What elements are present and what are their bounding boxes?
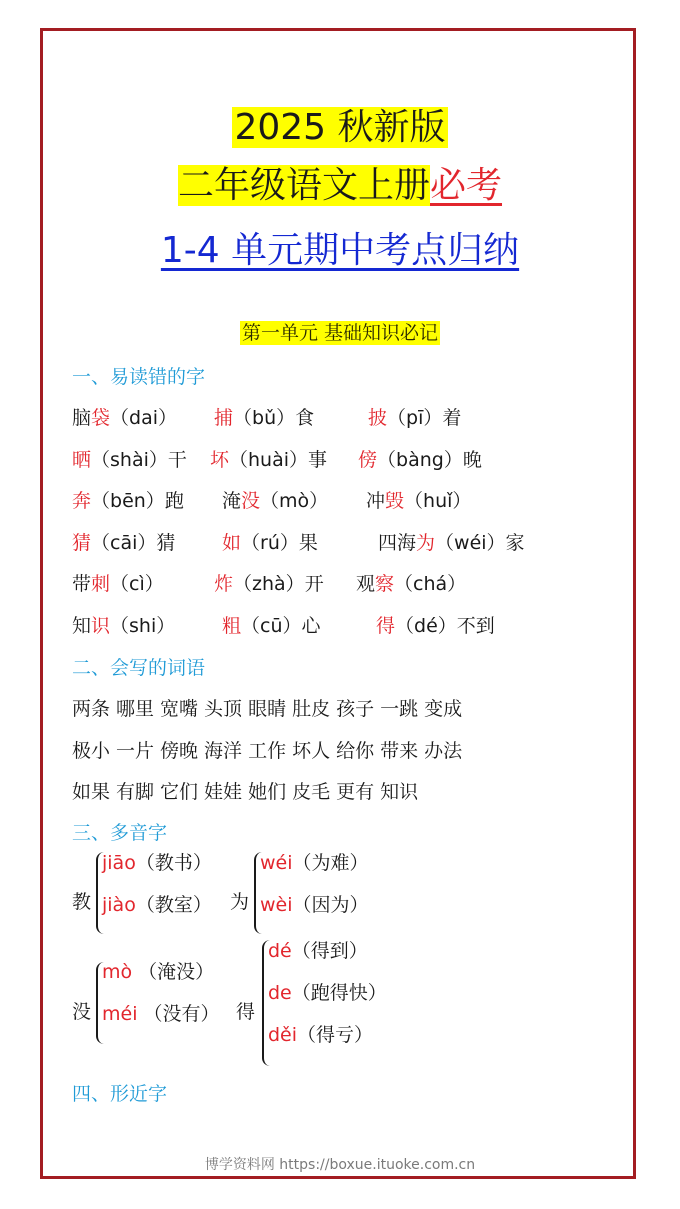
misread-py: （bǔ）	[233, 407, 296, 429]
word-item: 工作	[248, 740, 287, 762]
misread-item	[214, 569, 324, 599]
word-item: 两条	[72, 698, 111, 720]
misread-item	[356, 569, 466, 599]
misread-hl: 捕	[214, 407, 234, 429]
misread-hl: 为	[416, 532, 436, 554]
section-heading-3: 三、多音字	[72, 822, 168, 844]
word-item: 肚皮	[292, 698, 331, 720]
misread-item	[210, 445, 327, 475]
word-row	[72, 736, 468, 766]
misread-py: （cū）	[241, 615, 302, 637]
word-item: 更有	[336, 781, 375, 803]
misread-item	[222, 528, 318, 558]
misread-pre: 带	[72, 573, 92, 595]
misread-py: （rú）	[241, 532, 299, 554]
misread-py: （wéi）	[435, 532, 506, 554]
misread-hl: 如	[222, 532, 242, 554]
misread-hl: 坏	[210, 449, 230, 471]
misread-py: （shài）	[91, 449, 168, 471]
polyphone-reading: dé（得到）	[268, 940, 368, 962]
misread-py: （huǐ）	[404, 490, 472, 512]
misread-hl: 披	[368, 407, 388, 429]
misread-pre: 知	[72, 615, 92, 637]
misread-item	[222, 486, 328, 516]
misread-hl: 粗	[222, 615, 242, 637]
polyphone-reading: jiāo（教书）	[102, 852, 212, 874]
polyphone-reading: wèi（因为）	[260, 894, 369, 916]
misread-py: （bàng）	[377, 449, 463, 471]
misread-py: （cì）	[110, 573, 164, 595]
title-line-1	[0, 96, 680, 160]
misread-pre: 四海	[378, 532, 417, 554]
title-line-2	[0, 156, 680, 216]
word-item: 有脚	[116, 781, 155, 803]
misread-hl: 识	[91, 615, 111, 637]
misread-item	[358, 445, 482, 475]
word-item: 它们	[160, 781, 199, 803]
unit-title: 第一单元 基础知识必记	[241, 322, 439, 344]
misread-py: （chá）	[394, 573, 467, 595]
polyphone-reading: jiào（教室）	[102, 894, 212, 916]
word-item: 如果	[72, 781, 111, 803]
misread-py: （dai）	[110, 407, 178, 429]
misread-hl: 毁	[385, 490, 405, 512]
misread-py: （mò）	[260, 490, 329, 512]
misread-post: 食	[295, 407, 315, 429]
word-item: 极小	[72, 740, 111, 762]
misread-hl: 炸	[214, 573, 234, 595]
polyphone-char: 教	[72, 891, 92, 913]
polyphone-reading: méi （没有）	[102, 1003, 220, 1025]
word-item: 眼睛	[248, 698, 287, 720]
polyphone-reading: wéi（为难）	[260, 852, 369, 874]
section-heading-4: 四、形近字	[72, 1083, 168, 1105]
misread-item	[72, 486, 184, 516]
footer-source: 博学资料网 https://boxue.ituoke.com.cn	[204, 1157, 476, 1173]
word-item: 皮毛	[292, 781, 331, 803]
misread-hl: 没	[241, 490, 261, 512]
section-heading-2: 二、会写的词语	[72, 657, 206, 679]
word-item: 给你	[336, 740, 375, 762]
word-item: 办法	[424, 740, 463, 762]
misread-pre: 冲	[366, 490, 386, 512]
misread-hl: 奔	[72, 490, 92, 512]
misread-hl: 得	[376, 615, 396, 637]
misread-item	[72, 445, 187, 475]
polyphone-char: 得	[236, 1001, 256, 1023]
misread-hl: 袋	[91, 407, 111, 429]
section-heading-1: 一、易读错的字	[72, 366, 206, 388]
misread-item	[72, 611, 175, 641]
title-grade-subject: 二年级语文上册	[177, 165, 430, 206]
word-row	[72, 777, 424, 807]
word-item: 孩子	[336, 698, 375, 720]
misread-post: 不到	[456, 615, 495, 637]
misread-post: 开	[304, 573, 324, 595]
misread-post: 跑	[164, 490, 184, 512]
misread-item	[214, 403, 314, 433]
misread-item	[222, 611, 321, 641]
misread-py: （dé）	[395, 615, 457, 637]
word-item: 一片	[116, 740, 155, 762]
misread-item	[368, 403, 461, 433]
word-item: 知识	[380, 781, 419, 803]
misread-post: 晚	[462, 449, 482, 471]
word-item: 头顶	[204, 698, 243, 720]
misread-post: 家	[505, 532, 525, 554]
word-item: 一跳	[380, 698, 419, 720]
misread-hl: 傍	[358, 449, 378, 471]
word-item: 海洋	[204, 740, 243, 762]
misread-post: 猜	[156, 532, 176, 554]
word-item: 坏人	[292, 740, 331, 762]
misread-py: （pī）	[387, 407, 443, 429]
misread-post: 着	[442, 407, 462, 429]
misread-item	[376, 611, 495, 641]
title-line-3	[0, 220, 680, 282]
misread-post: 心	[301, 615, 321, 637]
title-units-summary: 1-4 单元期中考点归纳	[160, 230, 520, 271]
misread-hl: 猜	[72, 532, 92, 554]
misread-hl: 刺	[91, 573, 111, 595]
misread-pre: 观	[356, 573, 376, 595]
word-item: 娃娃	[204, 781, 243, 803]
misread-py: （cāi）	[91, 532, 157, 554]
word-item: 带来	[380, 740, 419, 762]
misread-post: 果	[298, 532, 318, 554]
misread-py: （bēn）	[91, 490, 165, 512]
misread-pre: 淹	[222, 490, 242, 512]
polyphone-reading: de（跑得快）	[268, 982, 387, 1004]
misread-item	[72, 528, 175, 558]
misread-item	[366, 486, 471, 516]
word-row	[72, 694, 468, 724]
misread-hl: 察	[375, 573, 395, 595]
title-must-test: 必考	[430, 165, 503, 206]
polyphone-char: 为	[230, 891, 250, 913]
misread-item	[72, 403, 177, 433]
misread-py: （zhà）	[233, 573, 305, 595]
misread-post: 干	[167, 449, 187, 471]
word-item: 傍晚	[160, 740, 199, 762]
polyphone-reading: mò （淹没）	[102, 961, 215, 983]
word-item: 哪里	[116, 698, 155, 720]
title-year-edition: 2025 秋新版	[234, 107, 446, 148]
misread-hl: 晒	[72, 449, 92, 471]
misread-post: 事	[308, 449, 328, 471]
word-item: 她们	[248, 781, 287, 803]
word-item: 宽嘴	[160, 698, 199, 720]
misread-pre: 脑	[72, 407, 92, 429]
unit-heading	[0, 316, 680, 350]
polyphone-reading: děi（得亏）	[268, 1024, 374, 1046]
misread-item	[72, 569, 164, 599]
misread-item	[378, 528, 525, 558]
misread-py: （shi）	[110, 615, 176, 637]
polyphone-char: 没	[72, 1001, 92, 1023]
word-item: 变成	[424, 698, 463, 720]
misread-py: （huài）	[229, 449, 309, 471]
